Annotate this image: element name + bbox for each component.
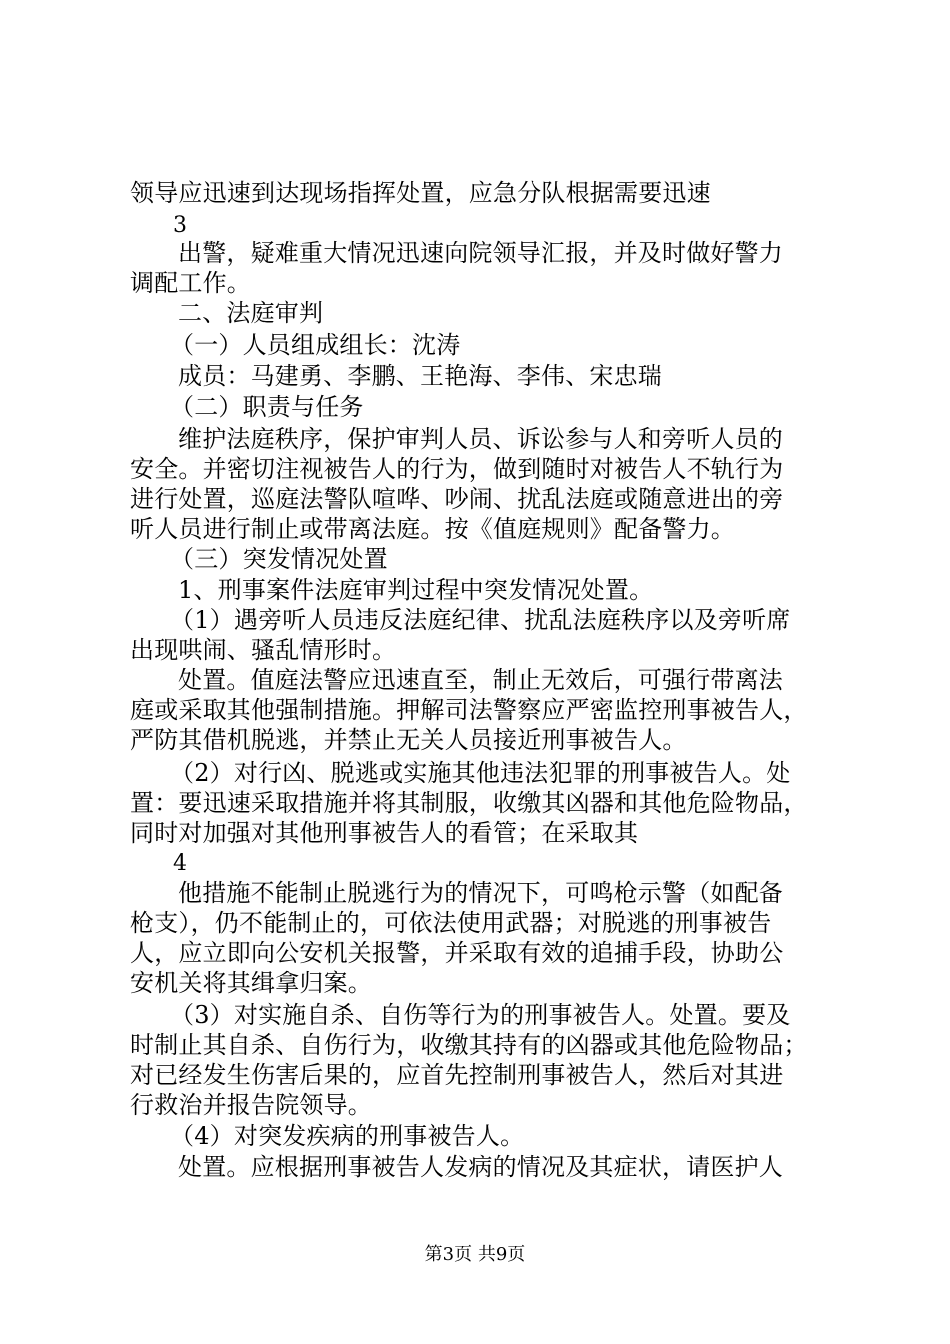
text-line: 处置。值庭法警应迅速直至，制止无效后，可强行带离法 <box>178 666 783 694</box>
text-line: 维护法庭秩序，保护审判人员、诉讼参与人和旁听人员的 <box>178 425 783 453</box>
text-line: 严防其借机脱逃，并禁止无关人员接近刑事被告人。 <box>130 726 687 754</box>
text-line: 人，应立即向公安机关报警，并采取有效的追捕手段，协助公 <box>130 939 784 967</box>
text-line: 成员：马建勇、李鹏、王艳海、李伟、宋忠瑞 <box>178 362 662 390</box>
text-line: （1）遇旁听人员违反法庭纪律、扰乱法庭秩序以及旁听席 <box>170 606 791 634</box>
subsection-heading: （一）人员组成组长：沈涛 <box>170 331 461 359</box>
text-line: 置：要迅速采取措施并将其制服，收缴其凶器和其他危险物品， <box>130 789 808 817</box>
text-line: 处置。应根据刑事被告人发病的情况及其症状，请医护人 <box>178 1153 783 1181</box>
text-line: 进行处置，巡庭法警队喧哗、吵闹、扰乱法庭或随意进出的旁 <box>130 485 784 513</box>
text-line: 安全。并密切注视被告人的行为，做到随时对被告人不轨行为 <box>130 455 784 483</box>
text-line: 听人员进行制止或带离法庭。按《值庭规则》配备警力。 <box>130 515 735 543</box>
text-line: 安机关将其缉拿归案。 <box>130 969 372 997</box>
text-line: 1、刑事案件法庭审判过程中突发情况处置。 <box>178 576 654 604</box>
page-footer: 第3页 共9页 <box>424 1244 526 1265</box>
source-page-number: 4 <box>173 851 187 876</box>
subsection-heading: （三）突发情况处置 <box>170 545 388 573</box>
text-line: （3）对实施自杀、自伤等行为的刑事被告人。处置。要及 <box>170 1001 791 1029</box>
text-line: 出现哄闹、骚乱情形时。 <box>130 636 397 664</box>
text-line: 同时对加强对其他刑事被告人的看管；在采取其 <box>130 819 639 847</box>
text-line: 枪支），仍不能制止的，可依法使用武器；对脱逃的刑事被告 <box>130 909 772 937</box>
section-heading: 二、法庭审判 <box>178 299 324 327</box>
text-line: 行救治并报告院领导。 <box>130 1091 372 1119</box>
text-line: 领导应迅速到达现场指挥处置，应急分队根据需要迅速 <box>130 179 711 207</box>
text-line: 庭或采取其他强制措施。押解司法警察应严密监控刑事被告人， <box>130 696 808 724</box>
text-line: 时制止其自杀、自伤行为，收缴其持有的凶器或其他危险物品； <box>130 1031 808 1059</box>
text-line: 调配工作。 <box>130 269 251 297</box>
text-line: 出警，疑难重大情况迅速向院领导汇报，并及时做好警力 <box>178 239 783 267</box>
text-line: 对已经发生伤害后果的，应首先控制刑事被告人，然后对其进 <box>130 1061 784 1089</box>
text-line: （4）对突发疾病的刑事被告人。 <box>170 1122 525 1150</box>
source-page-number: 3 <box>173 213 187 238</box>
subsection-heading: （二）职责与任务 <box>170 393 364 421</box>
text-line: （2）对行凶、脱逃或实施其他违法犯罪的刑事被告人。处 <box>170 759 791 787</box>
text-line: 他措施不能制止脱逃行为的情况下，可鸣枪示警（如配备 <box>178 879 783 907</box>
